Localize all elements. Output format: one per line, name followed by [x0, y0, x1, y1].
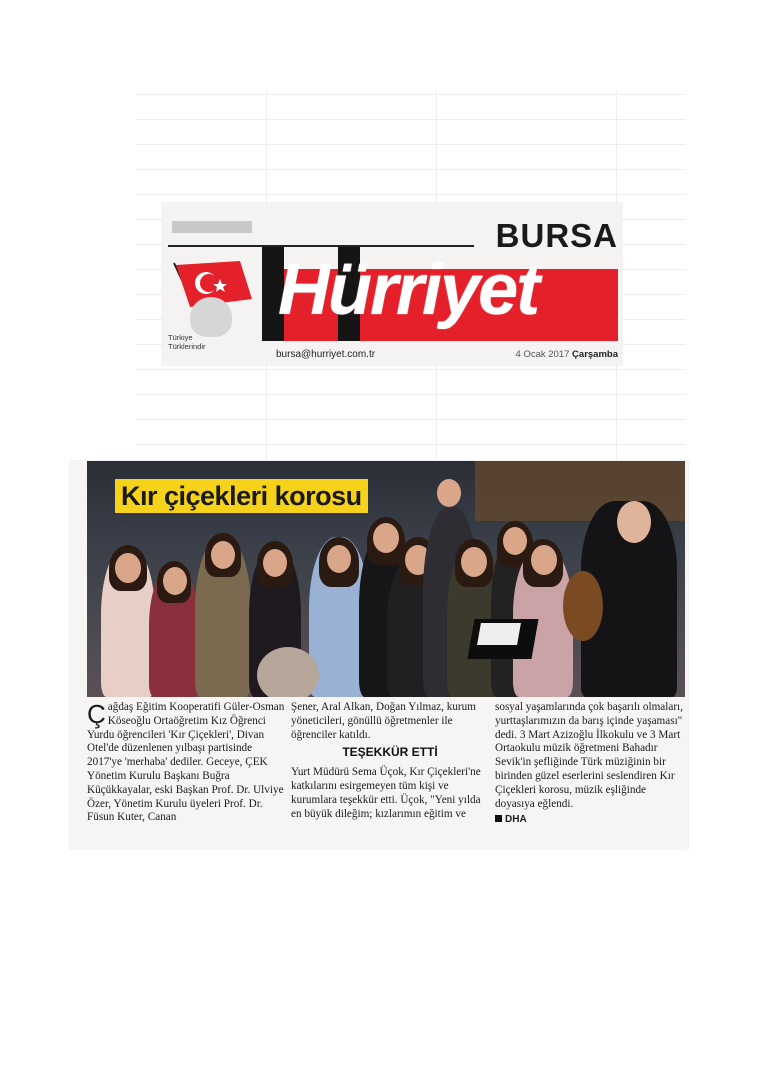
choir-photo — [87, 461, 685, 697]
article-headline: Kır çiçekleri korosu — [115, 479, 368, 513]
weekday-text: Çarşamba — [572, 349, 618, 360]
drop-cap: Ç — [87, 699, 106, 729]
byline-square-icon — [495, 815, 502, 822]
masthead-motto: Türkiye Türklerindir — [168, 333, 206, 351]
article-body — [87, 701, 685, 847]
column-1-text: ağdaş Eğitim Kooperatifi Güler-Osman Köseoğlu Ortaöğretim Kız Öğrenci Yurdu öğrencileri 'Kır Çiçekleri', Divan Otel'de düzenlenen yılbaşı partisinde 2017'ye 'merhaba' dediler. Geceye, ÇEK Yönetim Kurulu Başkanı Buğra Küçükkayalar, eski Başkan Prof. Dr. Ulviye Özer, Yönetim Kurulu üyeleri Prof. Dr. Füsun Kuter, Canan — [87, 701, 285, 824]
article-subheading: TEŞEKKÜR ETTİ — [342, 745, 438, 760]
column-3-text: sosyal yaşamlarında çok başarılı olmaları, yurttaşlarımızın da barış içinde yaşaması" dedi. 3 Mart Azizoğlu İlkokulu ve 3 Mart Ortaokulu müzik öğretmeni Bahadır Sevik'in şefliğinde Türk müziğinin bir birinden güzel eserlerini seslendiren Kır Çiçekleri korosu, müzik eşliğinde doyasıya eğlendi. — [495, 701, 683, 810]
article-column-2 — [291, 701, 489, 821]
byline-text: DHA — [505, 814, 527, 826]
column-2-text-bottom: Yurt Müdürü Sema Üçok, Kır Çiçekleri'ne katkılarını esirgemeyen tüm kişi ve kurumlara teşekkür etti. Üçok, "Yeni yılda en büyük dileğim; kızlarımın eğitim ve — [291, 766, 481, 820]
hurriyet-logo — [262, 247, 618, 347]
issue-date — [516, 349, 618, 360]
article-column-1 — [87, 701, 287, 825]
contact-email: bursa@hurriyet.com.tr — [276, 349, 376, 360]
newspaper-masthead — [162, 203, 622, 365]
date-text: 4 Ocak 2017 — [515, 349, 570, 360]
article-byline — [495, 813, 685, 827]
small-hurriyet-logo — [172, 213, 252, 235]
ataturk-portrait — [190, 297, 232, 337]
region-title: BURSA — [495, 217, 618, 254]
logo-wordmark: Hürriyet — [278, 250, 539, 330]
news-article-clipping — [70, 461, 688, 849]
column-2-text-top: Şener, Aral Alkan, Doğan Yılmaz, kurum yöneticileri, gönüllü öğretmenler ile öğrenciler katıldı. — [291, 701, 476, 741]
article-column-3 — [495, 701, 685, 827]
